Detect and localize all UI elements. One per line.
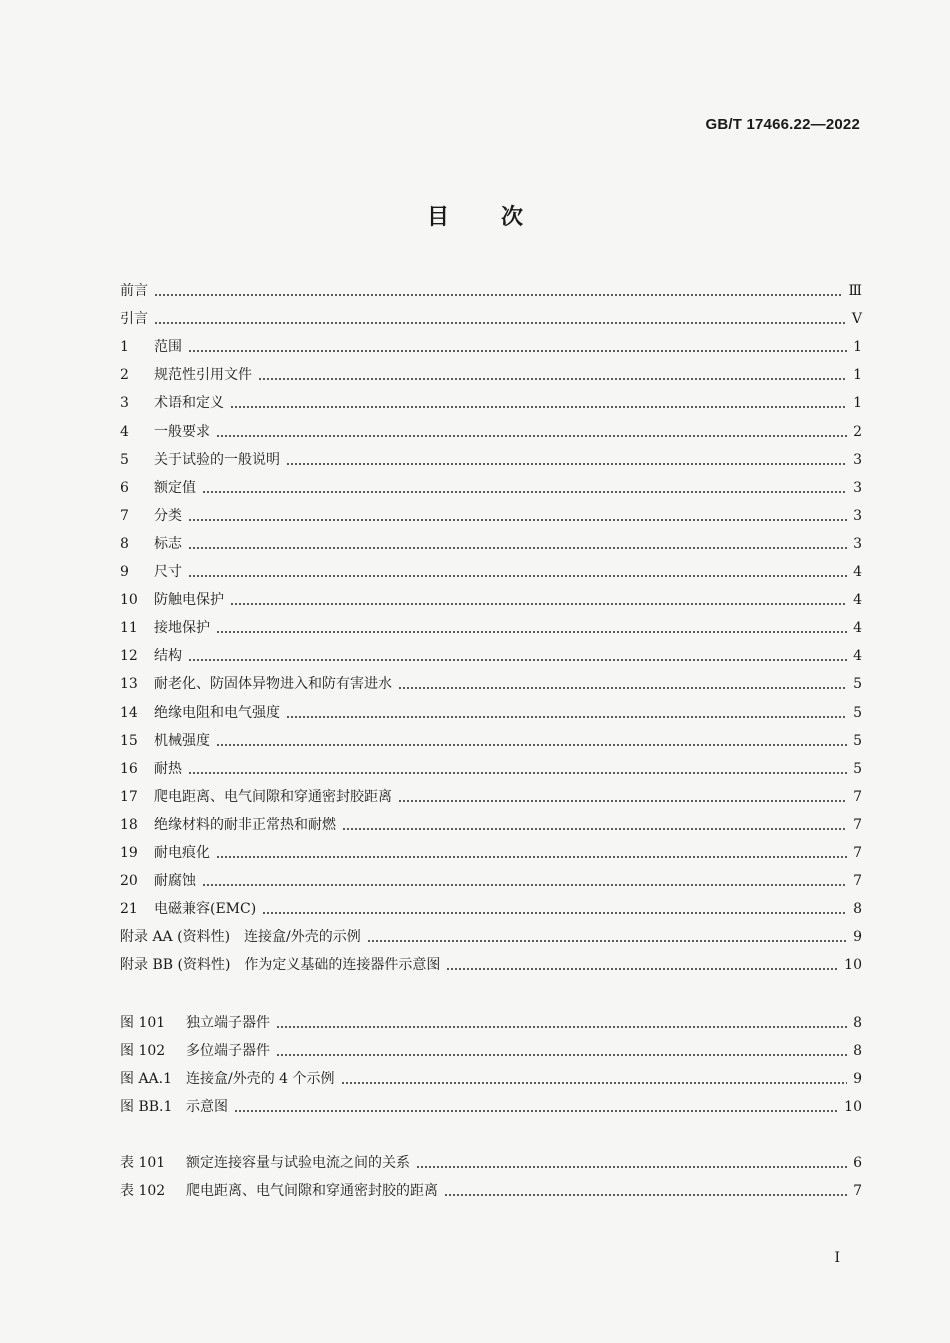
toc-entry[interactable] (120, 1064, 862, 1092)
dot-leader (216, 435, 847, 437)
dot-leader (398, 687, 847, 689)
toc-entry[interactable] (120, 473, 862, 501)
toc-entry-label: 连接盒/外壳的 4 个示例 (186, 1071, 335, 1088)
toc-entry-number: 1 (120, 339, 129, 356)
toc-entry-page: 1 (853, 339, 862, 356)
toc-entry-label: 爬电距离、电气间隙和穿通密封胶的距离 (186, 1183, 438, 1200)
toc-entry-number: 12 (120, 648, 138, 665)
toc-entry-label: 独立端子器件 (186, 1015, 270, 1032)
toc-entry[interactable] (120, 697, 862, 725)
toc-entry[interactable] (120, 1092, 862, 1120)
toc-entry-page: 5 (853, 704, 862, 721)
toc-entry-page: 6 (853, 1155, 862, 1172)
toc-entry[interactable] (120, 1176, 862, 1204)
toc-entry[interactable] (120, 782, 862, 810)
page-folio: Ⅰ (834, 1250, 840, 1266)
toc-entry-number: 21 (120, 901, 138, 918)
toc-entry[interactable] (120, 529, 862, 557)
toc-entry-page: 1 (853, 395, 862, 412)
toc-entry-page: 10 (844, 1099, 862, 1116)
toc-entry-label: 标志 (154, 535, 182, 552)
dot-leader (188, 350, 847, 352)
toc-entry[interactable] (120, 388, 862, 416)
toc-entry-page: 8 (853, 1015, 862, 1032)
toc-entry-number: 13 (120, 676, 138, 693)
toc-entry-label: 防触电保护 (154, 592, 224, 609)
toc-entry-label: 引言 (120, 311, 148, 328)
toc-entry-number: 图 101 (120, 1015, 166, 1032)
toc-entry-label: 电磁兼容(EMC) (154, 901, 257, 918)
toc-entry-number: 14 (120, 704, 138, 721)
toc-entry-number: 4 (120, 423, 129, 440)
toc-entry[interactable] (120, 894, 862, 922)
dot-leader (188, 772, 847, 774)
dot-leader (216, 631, 847, 633)
toc-entry-number: 19 (120, 844, 138, 861)
toc-entry-label: 附录 BB (资料性) 作为定义基础的连接器件示意图 (120, 957, 441, 974)
toc-entry[interactable] (120, 276, 862, 304)
dot-leader (202, 491, 847, 493)
toc-entry-number: 表 102 (120, 1183, 166, 1200)
toc-entry-number: 表 101 (120, 1155, 166, 1172)
toc-entry[interactable] (120, 304, 862, 332)
dot-leader (154, 294, 842, 296)
toc-entry-label: 爬电距离、电气间隙和穿通密封胶距离 (154, 788, 392, 805)
toc-entry[interactable] (120, 613, 862, 641)
toc-entry[interactable] (120, 922, 862, 950)
toc-entry-page: 8 (853, 1043, 862, 1060)
toc-title (0, 200, 950, 231)
toc-entry-page: 7 (853, 873, 862, 890)
toc-entry-number: 2 (120, 367, 129, 384)
dot-leader (202, 884, 847, 886)
toc-entry-label: 耐腐蚀 (154, 873, 196, 890)
toc-main-list (120, 276, 862, 978)
toc-entry-label: 额定值 (154, 479, 196, 496)
toc-entry-number: 10 (120, 592, 138, 609)
toc-entry-number: 7 (120, 507, 129, 524)
toc-entry-page: 4 (853, 620, 862, 637)
toc-entry-page: 9 (853, 1071, 862, 1088)
toc-entry-page: 5 (853, 732, 862, 749)
toc-entry[interactable] (120, 501, 862, 529)
dot-leader (188, 547, 847, 549)
standard-number: GB/T 17466.22—2022 (705, 116, 860, 133)
toc-entry-label: 结构 (154, 648, 182, 665)
toc-entry-label: 耐热 (154, 760, 182, 777)
dot-leader (230, 406, 847, 408)
toc-entry-number: 3 (120, 395, 129, 412)
toc-entry[interactable] (120, 360, 862, 388)
dot-leader (286, 463, 847, 465)
toc-entry-number: 图 BB.1 (120, 1099, 173, 1116)
toc-entry-number: 18 (120, 816, 138, 833)
toc-entry-page: Ⅴ (851, 311, 862, 328)
dot-leader (188, 659, 847, 661)
toc-entry[interactable] (120, 416, 862, 444)
toc-entry[interactable] (120, 641, 862, 669)
toc-entry-label: 关于试验的一般说明 (154, 451, 280, 468)
dot-leader (446, 968, 838, 970)
toc-entry-page: 2 (853, 423, 862, 440)
toc-entry-page: 4 (853, 648, 862, 665)
toc-entry[interactable] (120, 585, 862, 613)
dot-leader (216, 744, 847, 746)
toc-entry-page: 9 (853, 929, 862, 946)
toc-entry-page: 5 (853, 760, 862, 777)
toc-entry-label: 前言 (120, 283, 148, 300)
toc-entry[interactable] (120, 557, 862, 585)
toc-entry-number: 5 (120, 451, 129, 468)
toc-entry-label: 多位端子器件 (186, 1043, 270, 1060)
toc-entry-page: 3 (853, 479, 862, 496)
toc-tables-list (120, 1148, 862, 1204)
dot-leader (230, 603, 847, 605)
toc-entry-label: 一般要求 (154, 423, 210, 440)
dot-leader (234, 1110, 838, 1112)
toc-entry-number: 17 (120, 788, 138, 805)
toc-title-char: 次 (501, 205, 524, 230)
toc-entry-label: 接地保护 (154, 620, 210, 637)
toc-entry-page: 3 (853, 535, 862, 552)
toc-entry-page: Ⅲ (848, 283, 862, 300)
toc-entry-page: 4 (853, 564, 862, 581)
toc-entry-page: 5 (853, 676, 862, 693)
toc-entry-number: 图 AA.1 (120, 1071, 173, 1088)
toc-entry-page: 8 (853, 901, 862, 918)
toc-entry[interactable] (120, 445, 862, 473)
toc-figures-list (120, 1008, 862, 1120)
toc-entry-page: 10 (844, 957, 862, 974)
toc-entry-number: 16 (120, 760, 138, 777)
toc-entry[interactable] (120, 726, 862, 754)
dot-leader (341, 1082, 848, 1084)
toc-entry-page: 3 (853, 507, 862, 524)
dot-leader (444, 1194, 847, 1196)
toc-entry-label: 机械强度 (154, 732, 210, 749)
toc-entry-number: 6 (120, 479, 129, 496)
dot-leader (276, 1054, 847, 1056)
dot-leader (367, 940, 847, 942)
toc-entry-page: 3 (853, 451, 862, 468)
dot-leader (188, 575, 847, 577)
toc-entry[interactable] (120, 1008, 862, 1036)
toc-entry[interactable] (120, 1036, 862, 1064)
toc-entry-label: 尺寸 (154, 564, 182, 581)
toc-entry-label: 术语和定义 (154, 395, 224, 412)
toc-entry-label: 范围 (154, 339, 182, 356)
dot-leader (416, 1166, 847, 1168)
dot-leader (286, 716, 847, 718)
toc-entry[interactable] (120, 810, 862, 838)
toc-entry-label: 分类 (154, 507, 182, 524)
toc-entry-label: 附录 AA (资料性) 连接盒/外壳的示例 (120, 929, 361, 946)
toc-entry-page: 7 (853, 844, 862, 861)
toc-entry[interactable] (120, 866, 862, 894)
toc-entry-label: 绝缘电阻和电气强度 (154, 704, 280, 721)
dot-leader (342, 828, 847, 830)
toc-entry[interactable] (120, 332, 862, 360)
dot-leader (276, 1026, 847, 1028)
toc-entry[interactable] (120, 754, 862, 782)
toc-entry[interactable] (120, 1148, 862, 1176)
toc-entry-number: 9 (120, 564, 129, 581)
toc-entry-number: 8 (120, 535, 129, 552)
toc-entry-label: 额定连接容量与试验电流之间的关系 (186, 1155, 410, 1172)
dot-leader (262, 912, 847, 914)
dot-leader (188, 519, 847, 521)
toc-entry-page: 4 (853, 592, 862, 609)
toc-entry-label: 绝缘材料的耐非正常热和耐燃 (154, 816, 336, 833)
toc-entry[interactable] (120, 669, 862, 697)
toc-entry-number: 图 102 (120, 1043, 166, 1060)
toc-entry-label: 示意图 (186, 1099, 228, 1116)
toc-entry-number: 11 (120, 620, 138, 637)
dot-leader (154, 322, 846, 324)
toc-entry-label: 耐电痕化 (154, 844, 210, 861)
dot-leader (258, 378, 847, 380)
toc-title-char: 目 (426, 205, 449, 230)
toc-entry-label: 耐老化、防固体异物进入和防有害进水 (154, 676, 392, 693)
toc-entry[interactable] (120, 838, 862, 866)
dot-leader (216, 856, 847, 858)
toc-entry-number: 15 (120, 732, 138, 749)
toc-entry-page: 7 (853, 1183, 862, 1200)
toc-entry-page: 1 (853, 367, 862, 384)
dot-leader (398, 800, 847, 802)
toc-entry-page: 7 (853, 816, 862, 833)
toc-entry-number: 20 (120, 873, 138, 890)
toc-entry-label: 规范性引用文件 (154, 367, 252, 384)
toc-entry[interactable] (120, 950, 862, 978)
toc-entry-page: 7 (853, 788, 862, 805)
